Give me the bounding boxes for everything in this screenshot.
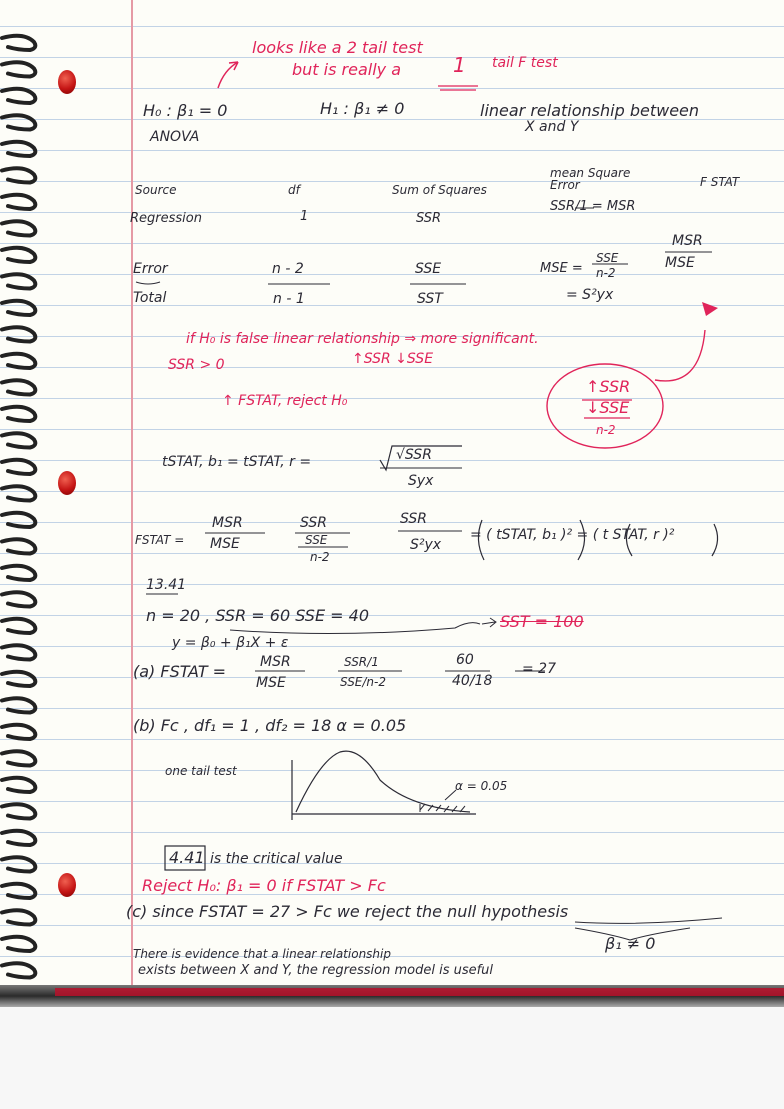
- spiral-coil: [2, 513, 35, 527]
- row-regression-df: 1: [300, 209, 309, 224]
- row-total-ss: SST: [417, 291, 443, 307]
- f-ratio-num: MSR: [672, 233, 703, 249]
- spiral-coil: [2, 566, 35, 580]
- spiral-coil: [2, 248, 35, 262]
- a-f3-den: 40/18: [452, 673, 493, 689]
- circled-den: n-2: [596, 423, 616, 437]
- binder-hole: [58, 471, 76, 495]
- row-error-df: n - 2: [272, 261, 304, 277]
- f3-den: S²yx: [410, 537, 442, 553]
- spiral-coil: [2, 354, 35, 368]
- spiral-coil: [2, 221, 35, 235]
- f-ratio-den: MSE: [665, 255, 695, 271]
- spiral-coil: [2, 884, 35, 898]
- spiral-coil: [2, 460, 35, 474]
- part-c: (c) since FSTAT = 27 > Fc we reject the null hypothesis: [126, 902, 569, 921]
- binder-hole: [58, 70, 76, 94]
- circled-mid: ↓SSE: [586, 398, 630, 417]
- spiral-coil: [2, 831, 35, 845]
- f3-num: SSR: [400, 511, 428, 527]
- spiral-coil: [2, 195, 35, 209]
- spiral-coil: [2, 778, 35, 792]
- spiral-coil: [2, 89, 35, 103]
- spiral-coil: [2, 115, 35, 129]
- conclusion-2: exists between X and Y, the regression model is useful: [138, 963, 494, 978]
- part-b: (b) Fc , df₁ = 1 , df₂ = 18 α = 0.05: [133, 716, 407, 735]
- pink-note-2-left: SSR > 0: [168, 357, 225, 373]
- a-f2-num: SSR/1: [344, 655, 379, 669]
- t-sqrt-ssr: √SSR: [396, 447, 432, 463]
- spiral-coil: [2, 301, 35, 315]
- row-error-ms: MSE =: [540, 261, 583, 276]
- row-error-source: Error: [133, 261, 168, 277]
- spiral-coil: [2, 725, 35, 739]
- f-stat-label: FSTAT =: [135, 533, 185, 547]
- t-syx: Syx: [408, 473, 434, 489]
- red-binding-strip: [55, 988, 784, 996]
- pink-note-2-mid: ↑SSR ↓SSE: [352, 351, 434, 367]
- pink-note-1: if H₀ is false linear relationship ⇒ more significant.: [186, 331, 539, 347]
- row-regression-source: Regression: [130, 211, 202, 226]
- spiral-binding: [0, 30, 50, 990]
- row-error-ss: SSE: [415, 261, 442, 277]
- pink-note-3: ↑ FSTAT, reject H₀: [222, 393, 348, 409]
- circled-num: ↑SSR: [586, 377, 631, 396]
- spiral-coil: [2, 672, 35, 686]
- col-sum-of-squares: Sum of Squares: [392, 183, 487, 197]
- spiral-coil: [2, 327, 35, 341]
- alt-hypothesis: H₁ : β₁ ≠ 0: [320, 99, 405, 118]
- part-a-label: (a) FSTAT =: [133, 662, 227, 681]
- spiral-coil: [2, 804, 35, 818]
- hypothesis-description-2: X and Y: [525, 119, 579, 135]
- spiral-coil: [2, 380, 35, 394]
- spiral-coil: [2, 274, 35, 288]
- row-regression-ss: SSR: [416, 211, 442, 226]
- spiral-coil: [2, 937, 35, 951]
- col-source: Source: [135, 183, 177, 197]
- spiral-coil: [2, 407, 35, 421]
- alpha-label: α = 0.05: [455, 779, 508, 793]
- one-tail-label: one tail test: [165, 764, 237, 778]
- null-hypothesis: H₀ : β₁ = 0: [143, 101, 228, 120]
- a-f1-num: MSR: [260, 654, 291, 670]
- a-f1-den: MSE: [256, 675, 286, 691]
- anova-heading: ANOVA: [150, 129, 200, 145]
- t-stat-formula: tSTAT, b₁ = tSTAT, r =: [162, 454, 312, 470]
- spiral-coil: [2, 36, 35, 50]
- f4-equivalents: = ( tSTAT, b₁ )² = ( t STAT, r )²: [470, 527, 675, 543]
- spiral-coil: [2, 433, 35, 447]
- row-total-ms: = S²yx: [566, 287, 614, 303]
- f2-num: SSR: [300, 515, 328, 531]
- problem-sst: SST = 100: [500, 612, 584, 631]
- critical-value: 4.41: [169, 848, 205, 867]
- spiral-coil: [2, 963, 35, 977]
- critical-text: is the critical value: [210, 851, 343, 867]
- spiral-coil: [2, 486, 35, 500]
- mse-den: n-2: [596, 266, 616, 280]
- row-regression-ms: SSR/1 = MSR: [550, 199, 636, 214]
- beta-ne-zero: β₁ ≠ 0: [605, 934, 656, 953]
- scan-background: [0, 1007, 784, 1109]
- f2-den: n-2: [310, 550, 330, 564]
- a-f3-num: 60: [456, 652, 474, 668]
- header-note-line-3: tail F test: [492, 55, 558, 71]
- spiral-coil: [2, 619, 35, 633]
- spiral-coil: [2, 910, 35, 924]
- regression-model: y = β₀ + β₁X + ε: [172, 635, 289, 651]
- conclusion-1: There is evidence that a linear relationship: [133, 947, 391, 961]
- row-total-source: Total: [133, 290, 167, 306]
- problem-given: n = 20 , SSR = 60 SSE = 40: [146, 606, 370, 625]
- spiral-coil: [2, 698, 35, 712]
- a-f2-den: SSE/n-2: [340, 675, 387, 689]
- col-fstat: F STAT: [700, 175, 740, 189]
- spiral-coil: [2, 168, 35, 182]
- header-note-one: 1: [453, 53, 466, 77]
- spiral-coil: [2, 751, 35, 765]
- header-note-line-2: but is really a: [292, 60, 401, 79]
- mse-num: SSE: [596, 251, 619, 265]
- problem-number: 13.41: [146, 577, 187, 593]
- spiral-coil: [2, 142, 35, 156]
- f2-mid: SSE: [305, 533, 328, 547]
- f1-den: MSE: [210, 536, 240, 552]
- row-total-df: n - 1: [273, 291, 305, 307]
- reject-rule: Reject H₀: β₁ = 0 if FSTAT > Fc: [142, 876, 386, 895]
- hypothesis-description-1: linear relationship between: [480, 101, 700, 120]
- spiral-coil: [2, 592, 35, 606]
- spiral-coil: [2, 645, 35, 659]
- binder-hole: [58, 873, 76, 897]
- spiral-coil: [2, 62, 35, 76]
- header-note-line-1: looks like a 2 tail test: [252, 38, 423, 57]
- col-mean-square: mean Square Error: [550, 166, 631, 192]
- spiral-coil: [2, 857, 35, 871]
- a-result: = 27: [522, 661, 556, 677]
- col-df: df: [288, 183, 300, 197]
- spiral-coil: [2, 539, 35, 553]
- f1-num: MSR: [212, 515, 243, 531]
